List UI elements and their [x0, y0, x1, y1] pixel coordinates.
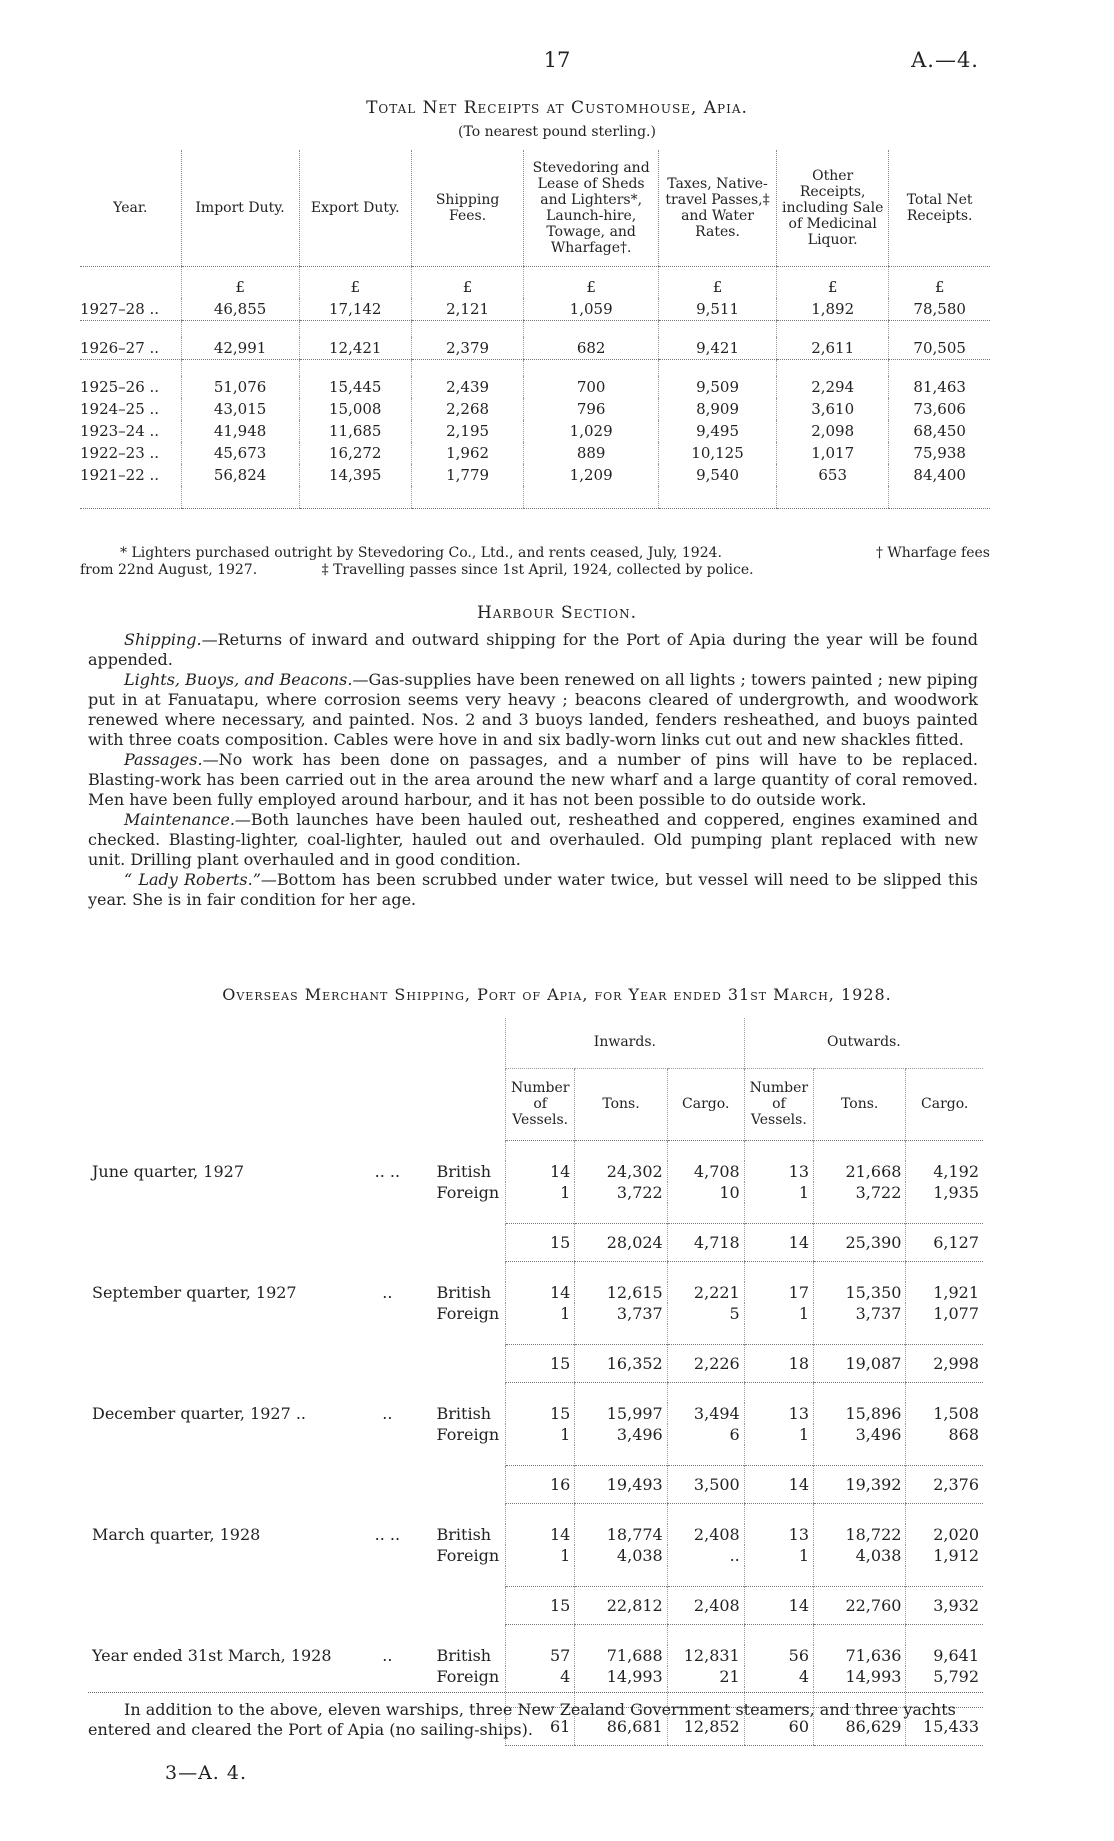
table-row	[80, 442, 990, 464]
cell: 1,892	[777, 298, 889, 321]
leader-dots: .. ..	[374, 1161, 401, 1181]
table-row	[80, 376, 990, 398]
cell: 15,445	[299, 376, 411, 398]
inwards-header: Inwards.	[506, 1018, 745, 1068]
cell: 57	[506, 1645, 575, 1666]
cell: 2,221	[667, 1282, 744, 1303]
table-row	[80, 337, 990, 360]
cell: 1	[744, 1303, 813, 1324]
cell: 14,993	[575, 1666, 667, 1687]
cell: 70,505	[889, 337, 990, 360]
col-import-duty: Import Duty.	[181, 150, 299, 267]
paragraph-maintenance: Maintenance.—Both launches have been hauled out, resheathed and coppered, engines examined and checked. Blasting-lighter, coal-lighter, hauled out and overhauled. Old pumping plant replaced with new unit. Drilling plant overhauled and in good condition.	[88, 810, 978, 869]
cell: 11,685	[299, 420, 411, 442]
cell: 2,439	[411, 376, 523, 398]
cell: 3,737	[814, 1303, 906, 1324]
cell: 4,708	[667, 1161, 744, 1182]
cell: 22,812	[575, 1586, 667, 1624]
cell: 1	[744, 1182, 813, 1203]
period-label: September quarter, 1927	[92, 1282, 297, 1302]
cell: 14	[506, 1524, 575, 1545]
table-row	[88, 1666, 983, 1687]
cell: 45,673	[181, 442, 299, 464]
cell: 3,737	[575, 1303, 667, 1324]
cell: 1	[506, 1424, 575, 1445]
document-reference: A.—4.	[911, 48, 979, 72]
cell: 3,500	[667, 1465, 744, 1503]
cell: 1,962	[411, 442, 523, 464]
cell: 19,087	[814, 1344, 906, 1382]
nationality-foreign: Foreign	[436, 1545, 500, 1565]
table-row	[80, 298, 990, 321]
cell: 4	[506, 1666, 575, 1687]
cell: 86,629	[814, 1707, 906, 1745]
nationality-foreign: Foreign	[436, 1424, 500, 1444]
cell: 1	[506, 1303, 575, 1324]
col-outwards-tons: Tons.	[814, 1068, 906, 1140]
currency-mark: £	[889, 267, 990, 299]
cell: 28,024	[575, 1223, 667, 1261]
col-inwards-cargo: Cargo.	[667, 1068, 744, 1140]
row-year: 1922–23 ..	[80, 444, 160, 462]
period-label: December quarter, 1927 ..	[92, 1403, 307, 1423]
receipts-subtitle: (To nearest pound sterling.)	[458, 124, 656, 140]
cell: 1,077	[906, 1303, 983, 1324]
cell: 84,400	[889, 464, 990, 486]
cell: 3,496	[575, 1424, 667, 1445]
cell: 14,395	[299, 464, 411, 486]
cell: 15,008	[299, 398, 411, 420]
table-row	[88, 1524, 983, 1545]
currency-mark: £	[659, 267, 777, 299]
cell: 1,779	[411, 464, 523, 486]
paragraph-shipping: Shipping.—Returns of inward and outward shipping for the Port of Apia during the year will be found appended.	[88, 630, 978, 669]
currency-row	[80, 267, 990, 299]
nationality-british: British	[436, 1161, 492, 1181]
row-year: 1923–24 ..	[80, 422, 160, 440]
col-outwards-vessels: Number of Vessels.	[744, 1068, 813, 1140]
cell: 1,935	[906, 1182, 983, 1203]
cell: 12,831	[667, 1645, 744, 1666]
cell: 24,302	[575, 1161, 667, 1182]
cell: 700	[524, 376, 659, 398]
cell: 2,020	[906, 1524, 983, 1545]
leader-dots: ..	[382, 1645, 393, 1665]
receipts-title: Total Net Receipts at Customhouse, Apia.	[366, 98, 748, 118]
cell: 3,496	[814, 1424, 906, 1445]
col-shipping-fees: Shipping Fees.	[411, 150, 523, 267]
col-inwards-tons: Tons.	[575, 1068, 667, 1140]
receipts-table	[80, 150, 990, 509]
cell: 86,681	[575, 1707, 667, 1745]
period-label: June quarter, 1927	[92, 1161, 244, 1181]
cell: 10	[667, 1182, 744, 1203]
cell: 3,722	[814, 1182, 906, 1203]
cell: 17	[744, 1282, 813, 1303]
cell: 60	[744, 1707, 813, 1745]
table-row	[80, 398, 990, 420]
table-row	[88, 1182, 983, 1203]
leader-dots: ..	[382, 1282, 393, 1302]
col-year: Year.	[80, 150, 181, 267]
nationality-british: British	[436, 1403, 492, 1423]
cell: 9,511	[659, 298, 777, 321]
table-row	[88, 1545, 983, 1566]
cell: 14	[744, 1223, 813, 1261]
total-row	[88, 1586, 983, 1624]
cell: 56,824	[181, 464, 299, 486]
table-row	[88, 1161, 983, 1182]
table-row	[88, 1424, 983, 1445]
cell: 4,718	[667, 1223, 744, 1261]
cell: 81,463	[889, 376, 990, 398]
total-row	[88, 1465, 983, 1503]
col-total-net: Total Net Receipts.	[889, 150, 990, 267]
cell: 2,611	[777, 337, 889, 360]
footnote-lighters: * Lighters purchased outright by Stevedoring Co., Ltd., and rents ceased, July, 1924.	[120, 545, 722, 561]
cell: 1	[506, 1545, 575, 1566]
cell: 3,494	[667, 1403, 744, 1424]
cell: 19,493	[575, 1465, 667, 1503]
table-row	[88, 1303, 983, 1324]
cell: 56	[744, 1645, 813, 1666]
cell: 2,379	[411, 337, 523, 360]
cell: 21	[667, 1666, 744, 1687]
cell: 2,376	[906, 1465, 983, 1503]
harbour-section	[88, 630, 978, 910]
outwards-header: Outwards.	[744, 1018, 983, 1068]
receipts-header-row	[80, 150, 990, 267]
cell: 682	[524, 337, 659, 360]
paragraph-lady-roberts: “ Lady Roberts.”—Bottom has been scrubbed under water twice, but vessel will need to be slipped this year. She is in fair condition for her age.	[88, 870, 978, 909]
page-number: 17	[543, 48, 571, 72]
nationality-foreign: Foreign	[436, 1182, 500, 1202]
cell: 3,610	[777, 398, 889, 420]
cell: 4,192	[906, 1161, 983, 1182]
shipping-title: Overseas Merchant Shipping, Port of Apia, for Year ended 31st March, 1928.	[222, 985, 892, 1004]
cell: 41,948	[181, 420, 299, 442]
cell: ..	[667, 1545, 744, 1566]
cell: 2,195	[411, 420, 523, 442]
col-other-receipts: Other Receipts, including Sale of Medicinal Liquor.	[777, 150, 889, 267]
col-export-duty: Export Duty.	[299, 150, 411, 267]
paragraph-lights: Lights, Buoys, and Beacons.—Gas-supplies have been renewed on all lights ; towers painted ; new piping put in at Fanuatapu, where corrosion seems very heavy ; beacons cleared of undergrowth, and woodwork renewed where necessary, and painted. Nos. 2 and 3 buoys landed, fenders resheathed, and buoys painted with three coats composition. Cables were hove in and six badly-worn links cut out and new shackles fitted.	[88, 670, 978, 749]
cell: 73,606	[889, 398, 990, 420]
cell: 75,938	[889, 442, 990, 464]
cell: 889	[524, 442, 659, 464]
nationality-british: British	[436, 1524, 492, 1544]
leader-dots: ..	[382, 1403, 393, 1423]
paragraph-passages: Passages.—No work has been done on passages, and a number of pins will have to be replaced. Blasting-work has been carried out in the area around the new wharf and a large quantity of coral removed. Men have been fully employed around harbour, and it has not been possible to do outside work.	[88, 750, 978, 809]
cell: 653	[777, 464, 889, 486]
cell: 4	[744, 1666, 813, 1687]
cell: 12,615	[575, 1282, 667, 1303]
cell: 3,932	[906, 1586, 983, 1624]
cell: 19,392	[814, 1465, 906, 1503]
period-label: March quarter, 1928	[92, 1524, 261, 1544]
cell: 25,390	[814, 1223, 906, 1261]
cell: 15	[506, 1223, 575, 1261]
currency-mark: £	[777, 267, 889, 299]
row-year: 1927–28 ..	[80, 298, 181, 321]
signature-mark: 3—A. 4.	[165, 1762, 248, 1784]
cell: 2,998	[906, 1344, 983, 1382]
leader-dots: .. ..	[374, 1524, 401, 1544]
cell: 15,350	[814, 1282, 906, 1303]
cell: 17,142	[299, 298, 411, 321]
cell: 14	[744, 1586, 813, 1624]
col-outwards-cargo: Cargo.	[906, 1068, 983, 1140]
cell: 6	[667, 1424, 744, 1445]
cell: 8,909	[659, 398, 777, 420]
cell: 15,433	[906, 1707, 983, 1745]
cell: 1,209	[524, 464, 659, 486]
cell: 12,852	[667, 1707, 744, 1745]
shipping-table	[88, 1018, 983, 1746]
cell: 9,495	[659, 420, 777, 442]
cell: 10,125	[659, 442, 777, 464]
cell: 2,294	[777, 376, 889, 398]
currency-mark: £	[181, 267, 299, 299]
table-row	[80, 464, 990, 486]
cell: 43,015	[181, 398, 299, 420]
cell: 2,408	[667, 1524, 744, 1545]
cell: 71,636	[814, 1645, 906, 1666]
cell: 13	[744, 1161, 813, 1182]
cell: 51,076	[181, 376, 299, 398]
cell: 1	[506, 1182, 575, 1203]
row-year: 1926–27 ..	[80, 337, 181, 360]
cell: 1	[744, 1424, 813, 1445]
footnote-wharfage-date: from 22nd August, 1927.	[80, 562, 258, 578]
cell: 13	[744, 1524, 813, 1545]
footnote-passes: ‡ Travelling passes since 1st April, 1924, collected by police.	[321, 562, 754, 578]
cell: 16,272	[299, 442, 411, 464]
cell: 18,774	[575, 1524, 667, 1545]
cell: 9,509	[659, 376, 777, 398]
cell: 2,121	[411, 298, 523, 321]
cell: 71,688	[575, 1645, 667, 1666]
cell: 1	[744, 1545, 813, 1566]
nationality-foreign: Foreign	[436, 1666, 500, 1686]
nationality-british: British	[436, 1645, 492, 1665]
cell: 9,641	[906, 1645, 983, 1666]
cell: 18,722	[814, 1524, 906, 1545]
total-row	[88, 1223, 983, 1261]
total-row	[88, 1344, 983, 1382]
cell: 2,226	[667, 1344, 744, 1382]
cell: 5	[667, 1303, 744, 1324]
currency-mark: £	[524, 267, 659, 299]
cell: 1,508	[906, 1403, 983, 1424]
shipping-group-row	[88, 1018, 983, 1068]
col-stevedoring: Stevedoring and Lease of Sheds and Lighters*, Launch-hire, Towage, and Wharfage†.	[524, 150, 659, 267]
cell: 14	[506, 1282, 575, 1303]
cell: 16,352	[575, 1344, 667, 1382]
cell: 4,038	[814, 1545, 906, 1566]
table-row	[80, 420, 990, 442]
cell: 15,997	[575, 1403, 667, 1424]
cell: 16	[506, 1465, 575, 1503]
cell: 12,421	[299, 337, 411, 360]
cell: 5,792	[906, 1666, 983, 1687]
cell: 15,896	[814, 1403, 906, 1424]
cell: 796	[524, 398, 659, 420]
nationality-british: British	[436, 1282, 492, 1302]
cell: 1,912	[906, 1545, 983, 1566]
shipping-header-row	[88, 1068, 983, 1140]
cell: 1,059	[524, 298, 659, 321]
receipts-footnotes	[80, 545, 990, 579]
cell: 3,722	[575, 1182, 667, 1203]
cell: 4,038	[575, 1545, 667, 1566]
cell: 2,268	[411, 398, 523, 420]
table-row	[88, 1403, 983, 1424]
harbour-title: Harbour Section.	[476, 603, 638, 623]
col-taxes: Taxes, Native-travel Passes,‡ and Water Rates.	[659, 150, 777, 267]
cell: 9,421	[659, 337, 777, 360]
cell: 1,921	[906, 1282, 983, 1303]
cell: 13	[744, 1403, 813, 1424]
cell: 2,098	[777, 420, 889, 442]
row-year: 1921–22 ..	[80, 466, 160, 484]
cell: 15	[506, 1344, 575, 1382]
table-row	[88, 1645, 983, 1666]
divider	[88, 1692, 983, 1693]
cell: 15	[506, 1586, 575, 1624]
cell: 14	[506, 1161, 575, 1182]
cell: 868	[906, 1424, 983, 1445]
cell: 1,017	[777, 442, 889, 464]
cell: 18	[744, 1344, 813, 1382]
period-label: Year ended 31st March, 1928	[92, 1645, 332, 1665]
currency-mark: £	[299, 267, 411, 299]
row-year: 1925–26 ..	[80, 378, 160, 396]
cell: 46,855	[181, 298, 299, 321]
cell: 15	[506, 1403, 575, 1424]
cell: 42,991	[181, 337, 299, 360]
table-row	[88, 1282, 983, 1303]
col-inwards-vessels: Number of Vessels.	[506, 1068, 575, 1140]
cell: 2,408	[667, 1586, 744, 1624]
cell: 9,540	[659, 464, 777, 486]
cell: 14,993	[814, 1666, 906, 1687]
nationality-foreign: Foreign	[436, 1303, 500, 1323]
currency-mark: £	[411, 267, 523, 299]
cell: 6,127	[906, 1223, 983, 1261]
row-year: 1924–25 ..	[80, 400, 160, 418]
cell: 61	[506, 1707, 575, 1745]
cell: 21,668	[814, 1161, 906, 1182]
cell: 14	[744, 1465, 813, 1503]
footnote-wharfage: † Wharfage fees	[875, 545, 990, 561]
cell: 1,029	[524, 420, 659, 442]
closing-paragraph: In addition to the above, eleven warships, three New Zealand Government steamers, and three yachts entered and cleared the Port of Apia (no sailing-ships).	[88, 1700, 956, 1739]
cell: 68,450	[889, 420, 990, 442]
cell: 22,760	[814, 1586, 906, 1624]
cell: 78,580	[889, 298, 990, 321]
